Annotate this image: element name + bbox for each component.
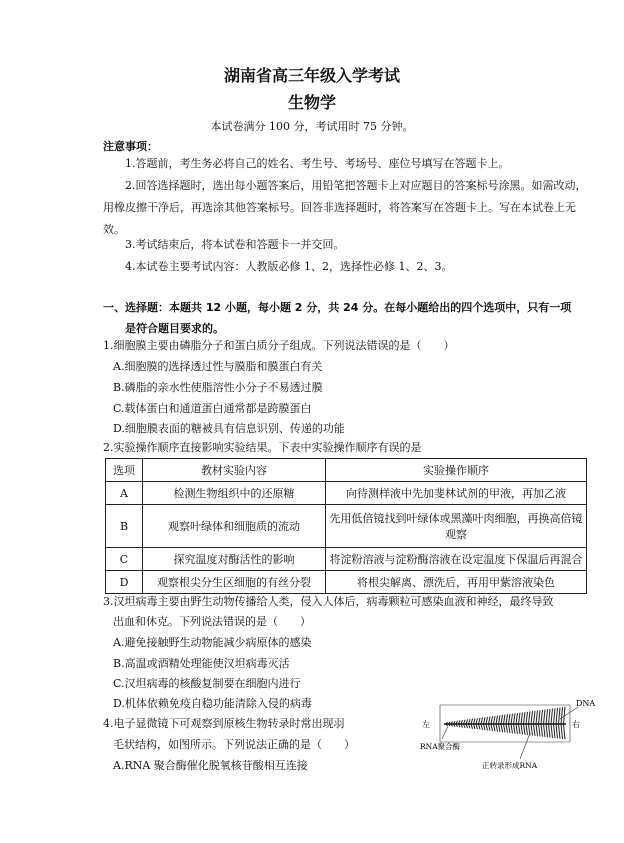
q1-option-b: B.磷脂的亲水性使脂溶性小分子不易透过膜: [113, 381, 323, 394]
rna-strand: [521, 724, 523, 734]
rna-strand: [486, 724, 488, 730]
q3-stem-line2: 出血和休克。下列说法错误的是（ ）: [113, 615, 311, 628]
rna-strand: [554, 724, 556, 738]
rna-strand: [514, 724, 516, 734]
q1-stem: 1.细胞膜主要由磷脂分子和蛋白质分子组成。下列说法错误的是（ ）: [103, 339, 455, 352]
rna-strand: [499, 715, 501, 724]
rna-strand: [511, 724, 513, 733]
rna-strand: [494, 724, 496, 731]
rna-strand: [489, 724, 491, 731]
rna-strand: [476, 724, 478, 729]
rna-strand: [541, 710, 543, 724]
rna-strand: [536, 710, 538, 724]
rna-strand: [529, 711, 531, 724]
q4-option-a: A.RNA 聚合酶催化脱氧核苷酸相互连接: [113, 759, 308, 772]
rna-strand: [556, 708, 558, 724]
rna-strand: [474, 718, 476, 724]
q3-option-b: B.高温或酒精处理能使汉坦病毒灭活: [113, 657, 290, 670]
rna-strand: [524, 724, 526, 735]
section-heading-line2: 是符合题目要求的。: [125, 322, 224, 335]
table-row: [106, 505, 587, 548]
section-heading-line1: 一、选择题：本题共 12 小题，每小题 2 分，共 24 分。在每小题给出的四个选项中，只有一项: [103, 301, 572, 314]
notice-item-4: 4.本试卷主要考试内容：人教版必修 1、2，选择性必修 1、2、3。: [125, 260, 453, 273]
notice-item-1: 1.答题前，考生务必将自己的姓名、考生号、考场号、座位号填写在答题卡上。: [125, 157, 510, 170]
rna-strand: [551, 709, 553, 724]
rna-strand: [534, 711, 536, 724]
rna-strand: [476, 718, 478, 724]
figure-label-rna-polymerase: RNA聚合酶: [420, 742, 461, 751]
rna-strand: [559, 708, 561, 724]
exam-title: 湖南省高三年级入学考试: [223, 66, 400, 85]
rna-strand: [546, 709, 548, 724]
table-header-row: [106, 459, 587, 482]
table-cell: C: [106, 548, 143, 571]
notice-heading: 注意事项：: [103, 140, 158, 153]
table-cell: 探究温度对酶活性的影响: [143, 548, 326, 571]
rna-strand: [554, 708, 556, 724]
rna-pointer: [520, 733, 530, 759]
rna-strand: [471, 724, 473, 729]
rna-strand: [546, 724, 548, 737]
rna-strand: [491, 724, 493, 731]
rna-strand: [544, 724, 546, 737]
rna-strand: [541, 724, 543, 737]
rna-strand: [479, 724, 481, 730]
table-cell: B: [106, 505, 143, 548]
rna-strand: [534, 724, 536, 736]
rna-strand: [484, 717, 486, 724]
notice-item-3: 3.考试结束后，将本试卷和答题卡一并交回。: [125, 238, 345, 251]
rna-strand: [539, 724, 541, 736]
figure-label-rna: 正转录形成RNA: [482, 761, 538, 770]
table-header-cell: 选项: [106, 459, 143, 482]
q1-option-c: C.载体蛋白和通道蛋白通常都是跨膜蛋白: [113, 402, 312, 415]
table-header-cell: 教材实验内容: [143, 459, 326, 482]
rna-strand: [544, 710, 546, 724]
q3-stem-line1: 3.汉坦病毒主要由野生动物传播给人类，侵入人体后，病毒颗粒可感染血液和神经，最终导致: [103, 595, 554, 608]
rna-strand: [539, 710, 541, 724]
rna-strand: [496, 724, 498, 732]
rna-feather-strands: [446, 707, 565, 739]
rna-strand: [496, 716, 498, 724]
q4-stem-line1: 4.电子显微镜下可观察到原核生物转录时常出现羽: [103, 717, 345, 730]
table-cell: 将根尖解离、漂洗后，再用甲紫溶液染色: [326, 571, 587, 594]
section-heading: [103, 297, 593, 339]
exam-subtitle: 本试卷满分 100 分，考试用时 75 分钟。: [210, 120, 414, 133]
rna-strand: [501, 724, 503, 732]
rna-strand: [561, 724, 563, 739]
table-cell: 将淀粉溶液与淀粉酶溶液在设定温度下保温后再混合: [326, 548, 587, 571]
q3-option-a: A.避免接触野生动物能减少病原体的感染: [113, 636, 312, 649]
rna-strand: [526, 712, 528, 724]
rna-strand: [556, 724, 558, 738]
rna-strand: [506, 714, 508, 724]
rna-strand: [499, 724, 501, 732]
rna-strand: [469, 719, 471, 724]
figure-label-right: 右: [572, 720, 580, 729]
rna-strand: [474, 724, 476, 729]
rna-strand: [501, 715, 503, 724]
rna-strand: [516, 713, 518, 724]
rna-strand: [516, 724, 518, 734]
table-row: [106, 548, 587, 571]
rna-strand: [506, 724, 508, 733]
rna-strand: [504, 724, 506, 732]
rna-strand: [549, 709, 551, 724]
rna-strand: [526, 724, 528, 735]
rna-strand: [561, 707, 563, 724]
rna-strand: [536, 724, 538, 736]
q1-option-a: A.细胞膜的选择透过性与膜脂和膜蛋白有关: [113, 360, 323, 373]
rna-strand: [511, 714, 513, 724]
rna-strand: [489, 717, 491, 724]
rna-strand: [519, 724, 521, 734]
rna-strand: [531, 711, 533, 724]
transcription-figure: [420, 697, 596, 777]
rna-strand: [509, 724, 511, 733]
rna-strand: [484, 724, 486, 730]
rna-strand: [504, 715, 506, 724]
rna-strand: [471, 719, 473, 724]
table-cell: 先用低倍镜找到叶绿体或黑藻叶肉细胞，再换高倍镜观察: [326, 505, 587, 548]
table-cell: 观察根尖分生区细胞的有丝分裂: [143, 571, 326, 594]
table-cell: D: [106, 571, 143, 594]
subject-title: 生物学: [287, 93, 336, 112]
table-header-cell: 实验操作顺序: [326, 459, 587, 482]
table-cell: 向待测样液中先加斐林试剂的甲液，再加乙液: [326, 482, 587, 505]
rna-strand: [559, 724, 561, 739]
rna-strand: [514, 713, 516, 724]
rna-strand: [549, 724, 551, 738]
rna-strand: [551, 724, 553, 738]
q1-option-d: D.细胞膜表面的糖被具有信息识别、传递的功能: [113, 422, 345, 435]
q3-option-c: C.汉坦病毒的核酸复制要在细胞内进行: [113, 677, 301, 690]
q4-stem-line2: 毛状结构，如图所示。下列说法正确的是（ ）: [113, 738, 355, 751]
table-row: [106, 482, 587, 505]
rna-strand: [564, 724, 566, 739]
rna-strand: [481, 718, 483, 724]
table-row: [106, 571, 587, 594]
figure-label-left: 左: [422, 720, 430, 729]
table-cell: 检测生物组织中的还原糖: [143, 482, 326, 505]
rna-strand: [519, 713, 521, 724]
rna-strand: [494, 716, 496, 724]
rna-strand: [486, 717, 488, 724]
q2-experiment-table: [105, 458, 587, 594]
rna-strand: [491, 716, 493, 724]
rna-strand: [481, 724, 483, 730]
rna-strand: [479, 718, 481, 724]
rna-strand: [509, 714, 511, 724]
rna-strand: [521, 712, 523, 724]
figure-label-dna: DNA: [576, 699, 596, 708]
table-cell: A: [106, 482, 143, 505]
table-cell: 观察叶绿体和细胞质的流动: [143, 505, 326, 548]
notice-item-2: 2.回答选择题时，选出每小题答案后，用铅笔把答题卡上对应题目的答案标号涂黑。如需改动，用橡皮擦干净后，再选涂其他答案标号。回答非选择题时，将答案写在答题卡上。写在本试卷上无效。: [103, 179, 587, 236]
rna-strand: [531, 724, 533, 736]
rna-pol-pointer: [442, 726, 448, 739]
q2-stem: 2.实验操作顺序直接影响实验结果。下表中实验操作顺序有误的是: [103, 441, 422, 454]
q3-option-d: D.机体依赖免疫自稳功能清除入侵的病毒: [113, 697, 312, 710]
rna-strand: [524, 712, 526, 724]
